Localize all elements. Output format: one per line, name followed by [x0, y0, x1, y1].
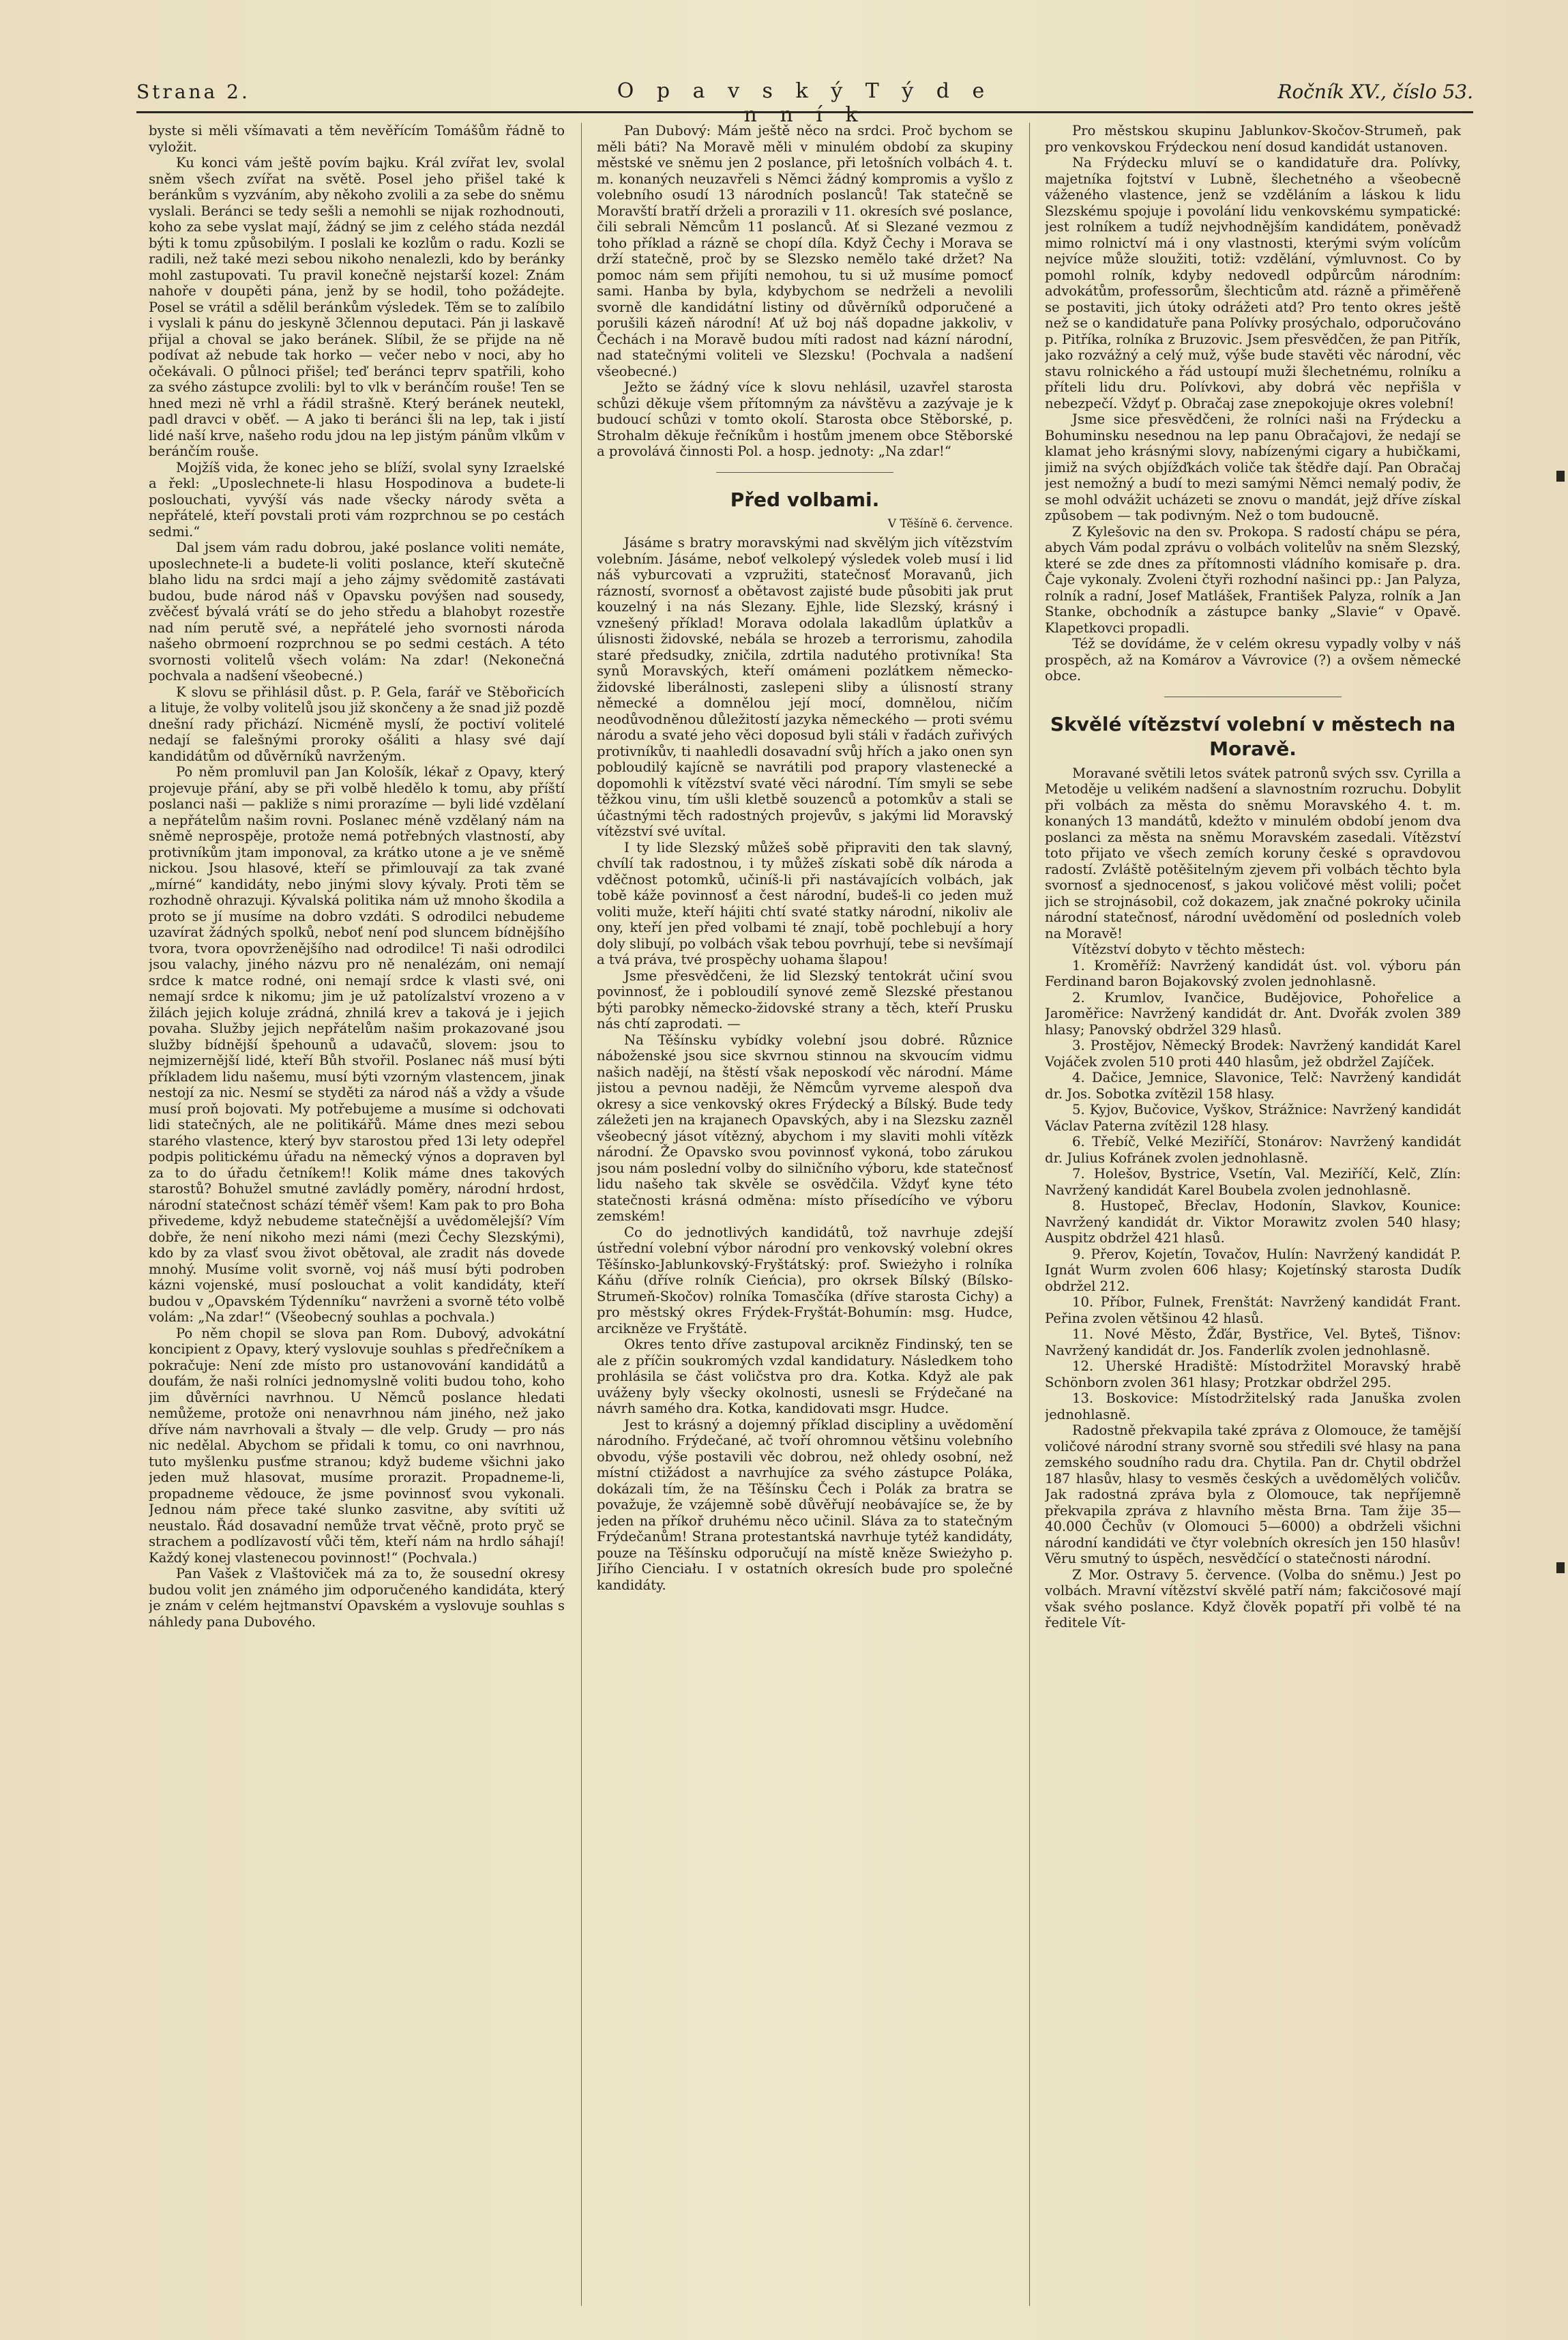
newspaper-title: O p a v s k ý T ý d e n n í k — [617, 79, 993, 127]
paragraph: 13. Boskovice: Místodržitelský rada Januška zvolen jednohlasně. — [1045, 1390, 1461, 1422]
paragraph: Jsme sice přesvědčeni, že rolníci naši na Frýdecku a Bohuminsku nesednou na lep panu Obračajovi, že nedají se klamat jeho krásnými slovy, nabízenými cigary a hubičkami, jimiž na svých objížďkách voliče tak štědře dají. Pan Obračaj jest nemožný a budí to mezi samými Němci nemalý podiv, že se mohl odvážit ucházeti se znovu o mandát, jejž dříve získal způsobem — tak podivným. Než o tom budoucně. — [1045, 411, 1461, 523]
column-divider — [1029, 123, 1030, 2306]
paragraph: Ježto se žádný více k slovu nehlásil, uzavřel starosta schůzi děkuje všem přítomným za návštěvu a zazývaje je k budoucí schůzi v tomto okolí. Starosta obce Stěborské, p. Strohalm děkuje řečníkům i hostům jmenem obce Stěborské a provolává činnosti Pol. a hosp. jednoty: „Na zdar!“ — [597, 379, 1013, 459]
paragraph: Ku konci vám ještě povím bajku. Král zvířat lev, svolal sněm všech zvířat na světě. Posel jeho přišel také k beránkům s vyzváním, aby někoho zvolili a za sebe do sněmu vyslali. Beránci se tedy sešli a nemohli se nijak rozhodnouti, koho za sebe vyslat mají, žádný se jim z celého stáda nezdál býti k tomu způsobilým. I poslali ke kozlům o radu. Kozli se radili, než také mezi sebou nikoho nenalezli, kdo by beránky mohl zastupovati. Tu pravil konečně nejstarší kozel: Znám nahoře v doupěti pána, jenž by se hodil, toho požádejte. Posel se vrátil a sdělil beránkům výsledek. Těm se to zalíbilo i vyslali k pánu do jeskyně 3člennou deputaci. Pán ji laskavě přijal a choval se jako beránek. Slíbil, že se přijde na ně podívat až nebude tak horko — večer nebo v noci, aby ho očekávali. O půlnoci přišel; teď beránci teprv spatřili, koho za svého zástupce zvolili: byl to vlk v beránčím rouše! Ten se hned mezi ně vrhl a řádil strašně. Který beránek neutekl, padl dravci v oběť. — A jako ti beránci šli na lep, tak i jistí lidé naší krve, našeho rodu jdou na lep jistým pánům vlkům v beránčím rouše. — [149, 155, 565, 459]
paragraph: 6. Třebíč, Velké Meziříčí, Stonárov: Navržený kandidát dr. Julius Kofránek zvolen jednohlasně. — [1045, 1134, 1461, 1166]
paragraph: 4. Dačice, Jemnice, Slavonice, Telč: Navržený kandidát dr. Jos. Sobotka zvítězil 158 hlasy. — [1045, 1070, 1461, 1102]
paragraph: Z Mor. Ostravy 5. července. (Volba do sněmu.) Jest po volbách. Mravní vítězství skvělé patří nám; fakcičosové mají však svého poslance. Když člověk popatří při volbě té na ředitele Vít- — [1045, 1566, 1461, 1630]
column-3 — [1045, 123, 1461, 2306]
article-dateline: V Těšíně 6. července. — [887, 516, 1013, 531]
paragraph: Mojžíš vida, že konec jeho se blíží, svolal syny Izraelské a řekl: „Uposlechnete-li hlasu Hospodinova a budete-li poslouchati, vyvýší vás nade všecky národy světa a nepřátelé, kteří povstali proti vám rozprchnou se po cestách sedmi.“ — [149, 459, 565, 540]
paragraph: Jásáme s bratry moravskými nad skvělým jich vítězstvím volebním. Jásáme, neboť velkolepý výsledek voleb musí i lid náš vyburcovati a vzpružiti, statečnosť Moravanů, jich rázností, svornosť a obětavost zajisté bude působiti jak prut kouzelný i na nás Slezany. Ejhle, lide Slezský, krásný i vznešený příklad! Morava odolala lakadlům úplatkův a úlisnosti židovské, nebála se hrozeb a terrorismu, zahodila staré předsudky, zničila, zdrtila nadutého protivníka! Sta synů Moravských, kteří omámeni pozlátkem německo-židovské liberálnosti, zaslepeni sliby a úlisností strany německé a domnělou její mocí, domnělou, ničím neodůvodněnou důležitostí jazyka německého — proti svému národu a svaté jeho věci doposud byli stáli v řadách zuřivých protivníkův, ti naahledli dosavadní svůj hřích a jako onen syn pobloudilý kajícně se navrátili pod prapory vlastenecké a dopomohli k vítězství svaté věci národní. Tím smyli se sebe těžkou vinu, tím ušli kletbě souzenců a potomkův a stali se účastnými těch radostných projevův, s jakými lid Moravský vítězství své uvítal. — [597, 535, 1013, 839]
paragraph: 1. Kroměříž: Navržený kandidát úst. vol. výboru pán Ferdinand baron Bojakovský zvolen jednohlasně. — [1045, 957, 1461, 989]
paragraph: Po něm promluvil pan Jan Kološík, lékař z Opavy, který projevuje přání, aby se při volbě hledělo k tomu, aby příští poslanci naši — pakliže s nimi prorazíme — byli lidé vzdělaní a nepřátelům našim rovni. Poslanec méně vzdělaný nám na sněmě neprospěje, protože nemá potřebných vlastností, aby protivníkům jtam imponoval, za krátko utone a je ve sněmě nickou. Jsou hlasové, kteří se přimlouvají za tak zvané „mírné“ kandidáty, nebo jinými slovy kývaly. Proti těm se rozhodně ohrazuji. Kývalská politika nám už mnoho škodila a proto se jí musíme na dobro vzdáti. S odrodilci nebudeme uzavírat žádných spolků, neboť není pod sluncem bídnějšího tvora, tvora opovrženějšího nad odrodilce! Ti naši odrodilci jsou valachy, jiného názvu pro ně nenalézám, oni nemají srdce k matce rodné, oni nemají srdce k vlasti své, oni nemají srdce k nikomu; jim je už patolízalství vrozeno a v žilách jejich koluje zrádná, zhnilá krev a taková je i jejich povaha. Služby jejich nepřátelům našim prokazované jsou služby bídnější špehounů a udavačů, slovem: jsou to nejmizernější lidé, kteří Bůh stvořil. Poslanec náš musí býti příkladem lidu našemu, musí býti vzorným vlastencem, jinak nestojí za nic. Nesmí se styděti za národ náš a vždy a všude musí proň bojovati. My potřebujeme a musíme si odchovati lidi statečných, ale ne politikářů. Máme dnes mezi sebou starého vlastence, který byv starostou před 13i lety odepřel podpis politickému úřadu na německý výnos a dopraven byl za to do úřadu četníkem!! Kolik máme dnes takových starostů? Bohužel smutné zavládly poměry, národní hrdost, národní statečnost schází téměř všem! Kam pak to pro Boha přivedeme, když nebudeme statečnější a uvědomělejší? Vím dobře, že není nikoho mezi námi (mezi Čechy Slezskými), kdo by za vlasť svou život obětoval, ale zradit nás dovede mnohý. Musíme volit svorně, voj náš musí býti podroben kázni vojenské, musí poslouchat a volit kandidáty, kteří budou v „Opavském Týdenníku“ navrženi a svorně této volbě volám: „Na zdar!“ (Všeobecný souhlas a pochvala.) — [149, 764, 565, 1325]
paragraph: 7. Holešov, Bystrice, Vsetín, Val. Meziříčí, Kelč, Zlín: Navržený kandidát Karel Boubela zvolen jednohlasně. — [1045, 1166, 1461, 1198]
article-headline: Skvělé vítězství volební v městech na Moravě. — [1050, 712, 1456, 760]
paragraph: 2. Krumlov, Ivančice, Budějovice, Pohořelice a Jaroměřice: Navržený kandidát dr. Ant. Dvořák zvolen 389 hlasy; Panovský obdržel 329 hlasů. — [1045, 989, 1461, 1038]
paragraph: Okres tento dříve zastupoval arcikněz Findinský, ten se ale z příčin soukromých vzdal kandidatury. Následkem toho prohlásila se část voličstva pro dra. Kotka. Když ale pak uváženy byly všecky okolnosti, usnesli se Frýdečané na návrh samého dra. Kotka, kandidovati msgr. Hudce. — [597, 1336, 1013, 1416]
paragraph: I ty lide Slezský můžeš sobě připraviti den tak slavný, chvílí tak radostnou, i ty můžeš získati sobě dík národa a vděčnost potomků, učiníš-li při nastávajících volbách, jak tobě káže povinnosť a čest národní, budeš-li co jeden muž voliti muže, kteří hájiti chtí svaté statky národní, nikoliv ale ony, kteří jen před volbami té znají, tobě pochlebují a hory doly slibují, po volbách však tebou povrhují, tebe si nevšímají a tvá práva, tvé prospěchy uohama šlapou! — [597, 839, 1013, 967]
column-divider — [581, 123, 582, 2306]
paragraph: Jsme přesvědčeni, že lid Slezský tentokrát učiní svou povinnosť, že i pobloudilí synové země Slezské přestanou býti parobky německo-židovské strany a těch, kteří Prusku nás chtí zaprodati. — — [597, 967, 1013, 1032]
paragraph: 5. Kyjov, Bučovice, Vyškov, Strážnice: Navržený kandidát Václav Paterna zvítězil 128 hlasy. — [1045, 1102, 1461, 1134]
binding-mark — [1556, 1562, 1565, 1573]
paragraph: Na Frýdecku mluví se o kandidatuře dra. Polívky, majetníka fojtství v Lubně, šlechetného a všeobecně váženého vlastence, jenž se vzděláním a láskou k lidu Slezskému spojuje i povolání lidu venkovskému sympatické: jest rolníkem a tudíž nejvhodnějším kandidátem, poněvadž mimo rolnictví má i ony vlastnosti, kterými svým volícům nejvíce může sloužiti, totiž: vzdělání, výmluvnost. Co by pomohl rolník, kdyby nedovedl odpůrcům národním: advokátům, professorům, šlechticům atd. rázně a přiměřeně se postaviti, jich útoky odrážeti atd? Pro tento okres ještě než se o kandidatuře pana Polívky prosýchalo, odporučováno p. Pitříka, rolníka z Bruzovic. Jsem přesvědčen, že pan Pitřík, jako rozvážný a celý muž, výše bude stavěti věc národní, věc stavu rolnického a řád ustoupí muži šlechetnému, rolníku a příteli lidu dru. Polívkovi, aby dobrá věc nepřišla v nebezpečí. Vždyť p. Obračaj zase znepokojuje okres volební! — [1045, 155, 1461, 411]
header-rule — [136, 111, 1473, 113]
paragraph: Na Těšínsku vybídky volební jsou dobré. Různice náboženské jsou sice skvrnou stinnou na skvoucím vidmu našich nadějí, na štěstí však neposkodí věc národní. Máme jistou a pevnou naději, že Němcům vyrveme alespoň dva okresy a sice venkovský okres Frýdecký a Bílský. Bude tedy záležeti jen na krajanech Opavských, aby i na Slezsku zazněl všeobecný jásot vítězný, abychom i my slaviti mohli vítězk národní. Že Opavsko svou povinnosť vykoná, tobo zárukou jsou nám poslední volby do silničního výboru, kde statečnosť lidu našeho tak skvěle se osvědčila. Vždyť kyne této statečnosti krásná odměna: místo přísedícího ve výboru zemském! — [597, 1032, 1013, 1224]
paragraph: Dal jsem vám radu dobrou, jaké poslance voliti nemáte, uposlechnete-li a budete-li voliti poslance, kteří skutečně blaho lidu na srdci mají a jeho zájmy svědomitě zastávati budou, bude národ náš v Opavsku povýšen nad sousedy, zvěčesť bývalá vrátí se do jeho středu a blahobyt rozestře nad ním perutě své, a nepřátelé jeho svornosti národa našeho obrmoení rozprchnou se po sedmi cestách. A této svornosti volitelů všech volám: Na zdar! (Nekonečná pochvala a nadšení všeobecné.) — [149, 540, 565, 684]
paragraph: Po něm chopil se slova pan Rom. Dubový, advokátní koncipient z Opavy, který vyslovuje souhlas s předřečníkem a pokračuje: Není zde místo pro ustanovování kandidátů a doufám, že naši rolníci jednomyslně voliti budou toho, koho jim důvěrníci navrhnou. U Němců poslance hledati nemůžeme, protože oni nenavrhnou nám jiného, než jako dříve nám navrhovali a štvaly — dle velp. Grudy — pro nás nic nedělal. Abychom se přidali k tomu, co oni navrhnou, tuto myšlenku pusťme stranou; když budeme všichni jako jeden muž hlasovat, musíme prorazit. Propadneme-li, propadneme vědouce, že jsme povinnosť svou vykonali. Jednou nám přece také slunko zasvitne, aby svítiti už neustalo. Řád dosavadní nemůže trvat věčně, proto pryč se strachem a podlízavostí vůči těm, kteří nám na hrdlo sáhají! Každý konej vlastenecou povinnost!“ (Pochvala.) — [149, 1325, 565, 1566]
paragraph: Vítězství dobyto v těchto městech: — [1072, 941, 1305, 957]
paragraph: 3. Prostějov, Německý Brodek: Navržený kandidát Karel Vojáček zvolen 510 proti 440 hlasům, jež obdržel Zajíček. — [1045, 1038, 1461, 1070]
paragraph: K slovu se přihlásil důst. p. P. Gela, farář ve Stěbořicích a lituje, že volby volitelů jsou již skončeny a že snad již pozdě dnešní rady přichází. Nicméně myslí, že poctiví volitelé nedají se falešnými proroky ošáliti a hlasy své dají kandidátům od důvěrníků navrženým. — [149, 684, 565, 764]
paragraph: 10. Příbor, Fulnek, Frenštát: Navržený kandidát Frant. Peřina zvolen většinou 42 hlasů. — [1045, 1294, 1461, 1326]
page-header — [136, 76, 1473, 127]
paragraph: 8. Hustopeč, Břeclav, Hodonín, Slavkov, Kounice: Navržený kandidát dr. Viktor Morawitz zvolen 540 hlasy; Auspitz obdržel 421 hlasů. — [1045, 1198, 1461, 1246]
paragraph: Co do jednotlivých kandidátů, tož navrhuje zdejší ústřední volební výbor národní pro venkovský volební okres Těšínsko-Jablunkovský-Fryštátský: prof. Swieżyho i rolníka Káňu (dříve rolník Cieńcia), pro okrsek Bílský (Bílsko-Strumeň-Skočov) rolníka Tomasčíka (dříve starosta Cichy) a pro městský okres Frýdek-Fryštát-Bohumín: msg. Hudce, arcikněze ve Fryštátě. — [597, 1224, 1013, 1336]
volume-issue: Ročník XV., číslo 53. — [1277, 81, 1473, 103]
section-divider — [716, 472, 893, 473]
paragraph: Jest to krásný a dojemný příklad discipliny a uvědomění národního. Frýdečané, ač tvoří ohromnou většinu volebního obvodu, výše postavili věc dobrou, než ohledy osobní, než místní ctižádost a navrhujíce za svého zástupce Poláka, dokázali tím, že na Těšínsku Čech i Polák za bratra se považuje, že vzájemně sobě důvěřují neobávajíce se, že by jeden na příkoř druhému něco učinil. Sláva za to statečným Frýdečanům! Strana protestantská navrhuje tytéž kandidáty, pouze na Těšínsku odporučují na místě kněze Swieżyho p. Jiřího Cienciału. I v ostatních okresích bude pro společné kandidáty. — [597, 1416, 1013, 1593]
column-1 — [149, 123, 565, 2306]
paragraph: byste si měli všímavati a těm nevěřícím Tomášům řádně to vyložit. — [149, 123, 565, 155]
column-2 — [597, 123, 1013, 2306]
article-headline: Před volbami. — [730, 488, 880, 511]
paragraph: Též se dovídáme, že v celém okresu vypadly volby v náš prospěch, až na Komárov a Vávrovice (?) a ovšem německé obce. — [1045, 636, 1461, 684]
page-number: Strana 2. — [136, 81, 250, 103]
paragraph: 11. Nové Město, Žďár, Bystřice, Vel. Byteš, Tišnov: Navržený kandidát dr. Jos. Fanderlík zvolen jednohlasně. — [1045, 1326, 1461, 1358]
binding-mark — [1556, 471, 1565, 482]
paragraph: Moravané světili letos svátek patronů svých ssv. Cyrilla a Metoděje u velikém nadšení a slavnostním rozruchu. Dobylit při volbách za města do sněmu Moravského 4. t. m. konaných 13 mandátů, kdežto v minulém období jenom dva poslanci za města na sněmu Moravském zasedali. Vítězství toto přijato ve všech zemích koruny české s opravdovou radostí. Zvláště potěšitelným zjevem při volbách těchto byla svornosť a sjednocenosť, s jakou voličové měst volili; počet jich se strojnásobil, což dokazem, jak značné pokroky učinila národní statečnosť, národní uvědomění od posledních voleb na Moravě! — [1045, 765, 1461, 941]
paragraph: Z Kylešovic na den sv. Prokopa. S radostí chápu se péra, abych Vám podal zprávu o volbách volitelův na sněm Slezský, které se zde dnes za přítomnosti vládního komisaře p. dra. Čaje vykonaly. Zvoleni čtyři rozhodní našinci pp.: Jan Palyza, rolník a radní, Josef Matlášek, František Palyza, rolník a Jan Stanke, obchodník a zástupce banky „Slavie“ v Opavě. Klapetkovci propadli. — [1045, 523, 1461, 636]
paragraph: 12. Uherské Hradiště: Místodržitel Moravský hrabě Schönborn zvolen 361 hlasy; Protzkar obdržel 295. — [1045, 1358, 1461, 1390]
paragraph: 9. Přerov, Kojetín, Tovačov, Hulín: Navržený kandidát P. Ignát Wurm zvolen 606 hlasy; Kojetínský starosta Dudík obdržel 212. — [1045, 1246, 1461, 1294]
paragraph: Pro městskou skupinu Jablunkov-Skočov-Strumeň, pak pro venkovskou Frýdeckou není dosud kandidát ustanoven. — [1045, 123, 1461, 155]
paragraph: Pan Dubový: Mám ještě něco na srdci. Proč bychom se měli báti? Na Moravě měli v minulém období za skupiny městské ve sněmu jen 2 poslance, při letošních volbách 4. t. m. konaných neuzavřeli s Němci žádný kompromis a vyšlo z volebního osudí 13 národních poslanců! Tak statečně se Moravští bratří drželi a prorazili v 11. okresích své poslance, čili sebrali Němcům 11 poslanců. Ať si Slezané vezmou z toho příklad a rázně se chopí díla. Když Čechy i Morava se drží statečně, proč by se Slezsko nemělo také držet? Na pomoc nám sem přijíti nemohou, tu si už musíme pomocť sami. Hanba by byla, kdybychom se nedrželi a nevolili svorně dle kandidátní listiny od důvěrníků odporučené a porušili kázeň národní! Ať už boj náš dopadne jakkoliv, v Čechách i na Moravě budou míti radost nad kázní národní, nad statečnými voliteli ve Slezsku! (Pochvala a nadšení všeobecné.) — [597, 123, 1013, 379]
paragraph: Pan Vašek z Vlaštoviček má za to, že sousední okresy budou volit jen známého jim odporučeného kandidáta, který je znám v celém hejtmanství Opavském a vyslovuje souhlas s náhledy pana Dubového. — [149, 1566, 565, 1630]
paragraph: Radostně překvapila také zpráva z Olomouce, že tamější voličové národní strany svorně sou středili své hlasy na pana zemského soudního radu dra. Chytila. Pan dr. Chytil obdržel 187 hlasův, hlasy to vesměs českých a uvědomělých voličův. Jak radostná zpráva byla z Olomouce, tak nepříjemně překvapila zpráva z hlavního města Brna. Tam žije 35—40.000 Čechův (v Olomouci 5—6000) a obdrželi všichni národní kandidáti ve čtyr volebních okresích jen 150 hlasův! Věru smutný to úspěch, nesvědčící o statečnosti národní. — [1045, 1422, 1461, 1566]
